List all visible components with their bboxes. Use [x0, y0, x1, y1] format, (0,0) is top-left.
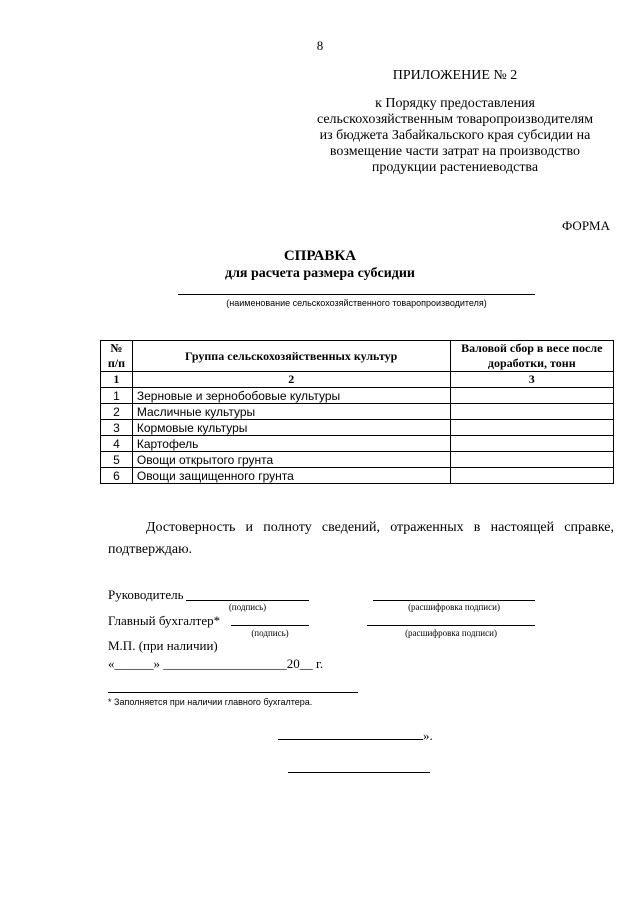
table-index-row	[101, 372, 614, 388]
table-row	[101, 404, 614, 420]
row-value-cell[interactable]	[450, 452, 613, 468]
row-value-cell[interactable]	[450, 436, 613, 452]
row-num: 6	[101, 468, 133, 484]
head-signature-caption: (подпись)	[228, 602, 267, 612]
stamp-label: М.П. (при наличии)	[108, 638, 218, 653]
row-group: Картофель	[132, 436, 450, 452]
document-title: СПРАВКА	[283, 248, 357, 264]
head-signature-field[interactable]	[186, 600, 309, 601]
closing-mark: ».	[423, 728, 433, 743]
row-group: Зерновые и зернобобовые культуры	[132, 388, 450, 404]
bottom-blank-line	[288, 772, 430, 773]
producer-name-field[interactable]	[178, 294, 535, 295]
row-value-cell[interactable]	[450, 468, 613, 484]
footnote-divider	[108, 692, 358, 693]
closing-blank-line	[278, 739, 423, 740]
head-decoding-caption: (расшифровка подписи)	[408, 602, 500, 612]
head-label: Руководитель	[108, 587, 184, 602]
form-label: ФОРМА	[562, 218, 610, 233]
row-num: 1	[101, 388, 133, 404]
producer-caption: (наименование сельскохозяйственного товаропроизводителя)	[226, 298, 487, 308]
index-cell: 3	[450, 372, 613, 388]
row-group: Масличные культуры	[132, 404, 450, 420]
row-group: Овощи открытого грунта	[132, 452, 450, 468]
header-num: № п/п	[101, 341, 133, 372]
accountant-decoding-caption: (расшифровка подписи)	[405, 628, 497, 638]
index-cell: 1	[101, 372, 133, 388]
head-decoding-field[interactable]	[373, 600, 535, 601]
confirmation-text: Достоверность и полноту сведений, отраженных в настоящей справке, подтверждаю.	[108, 520, 614, 557]
crops-table	[100, 340, 614, 484]
accountant-decoding-field[interactable]	[367, 625, 535, 626]
row-value-cell[interactable]	[450, 404, 613, 420]
row-num: 3	[101, 420, 133, 436]
row-value-cell[interactable]	[450, 420, 613, 436]
row-num: 4	[101, 436, 133, 452]
document-subtitle: для расчета размера субсидии	[225, 266, 415, 281]
table-row	[101, 468, 614, 484]
header-group: Группа сельскохозяйственных культур	[132, 341, 450, 372]
appendix-reference: к Порядку предоставления сельскохозяйственным товаропроизводителям из бюджета Забайкальского края субсидии на возмещение части затрат на производство продукции растениеводства	[316, 96, 594, 175]
table-header-row	[101, 341, 614, 372]
row-value-cell[interactable]	[450, 388, 613, 404]
footnote: * Заполняется при наличии главного бухгалтера.	[108, 697, 313, 707]
row-num: 2	[101, 404, 133, 420]
row-num: 5	[101, 452, 133, 468]
row-group: Кормовые культуры	[132, 420, 450, 436]
row-group: Овощи защищенного грунта	[132, 468, 450, 484]
accountant-signature-field[interactable]	[231, 625, 309, 626]
table-row	[101, 388, 614, 404]
table-row	[101, 420, 614, 436]
header-value: Валовой сбор в весе после доработки, тонн	[450, 341, 613, 372]
table-row	[101, 436, 614, 452]
date-field[interactable]: «______» ___________________20__ г.	[108, 656, 324, 671]
accountant-label: Главный бухгалтер*	[108, 613, 221, 628]
accountant-signature-caption: (подпись)	[251, 628, 289, 638]
table-row	[101, 452, 614, 468]
index-cell: 2	[132, 372, 450, 388]
page-number: 8	[316, 38, 324, 53]
appendix-title: ПРИЛОЖЕНИЕ № 2	[392, 68, 518, 83]
